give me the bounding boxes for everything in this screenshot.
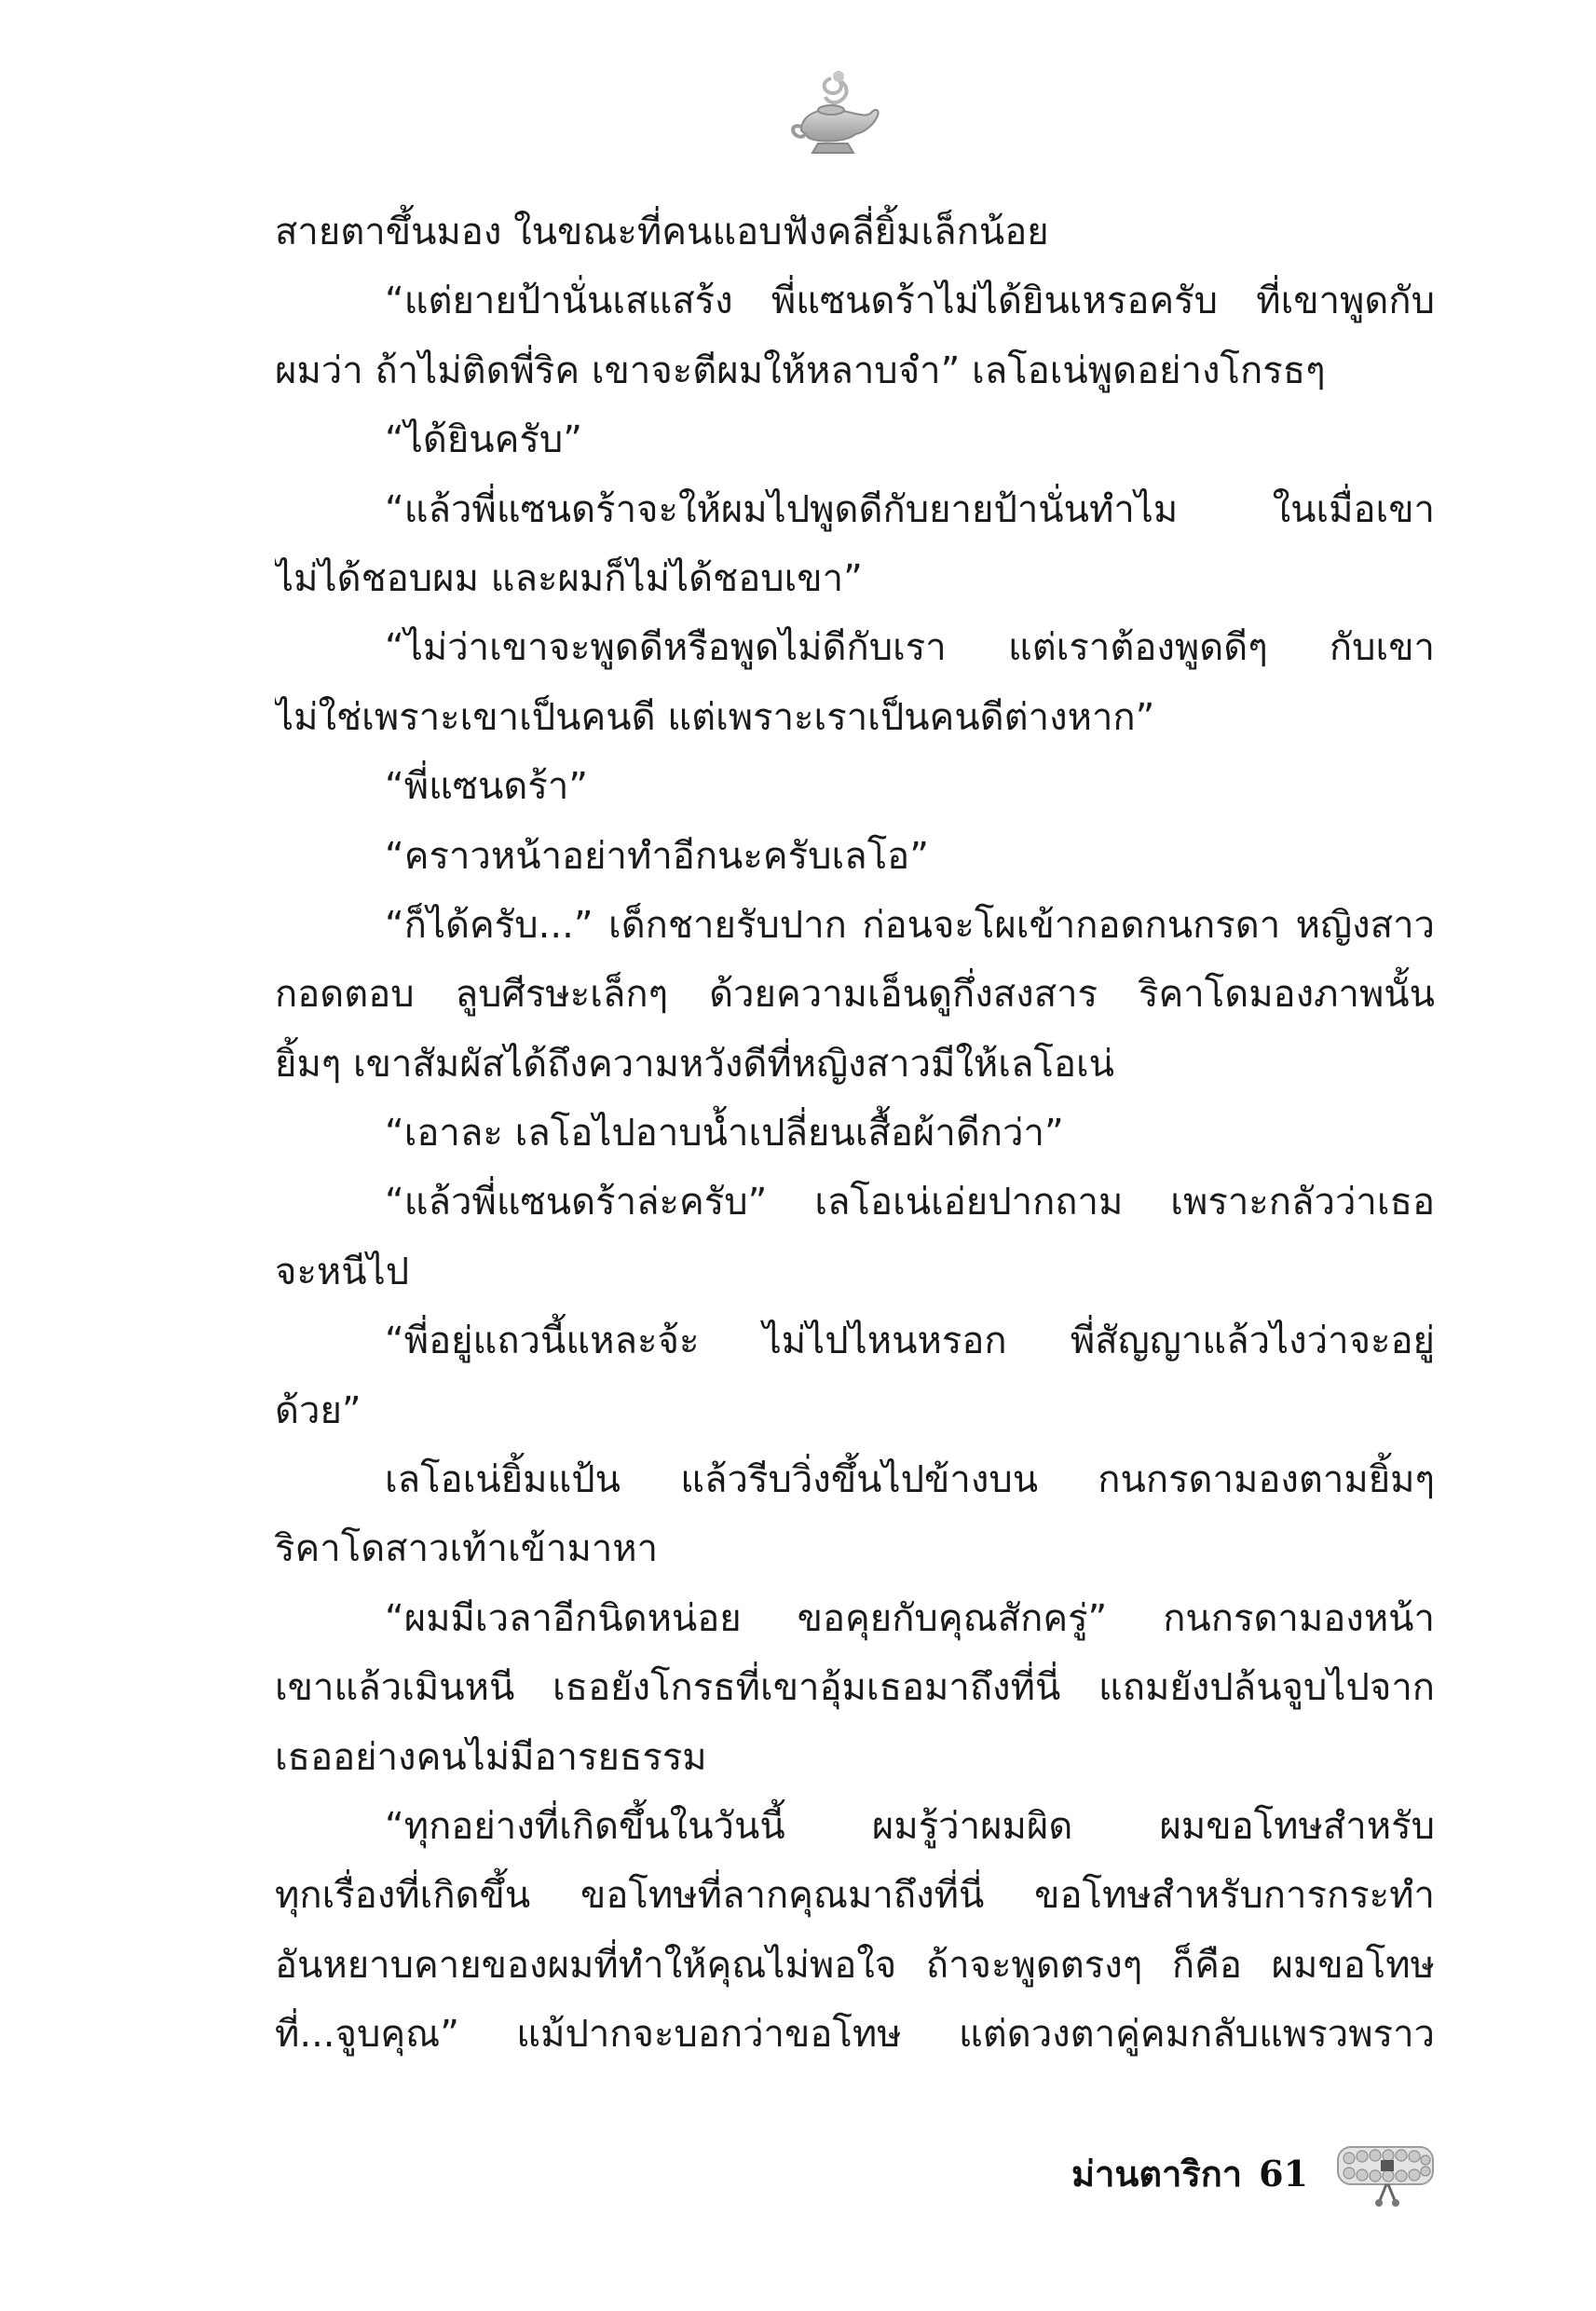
book-title: ม่านตาริกา — [1071, 2152, 1243, 2195]
text-line: เขาแล้วเมินหนี เธอยังโกรธที่เขาอุ้มเธอมาถึงที่นี่ แถมยังปล้นจูบไปจาก — [275, 1666, 1435, 1710]
text-line: จะหนีไป — [275, 1250, 410, 1293]
text-line: “แต่ยายป้านั่นเสแสร้ง พี่แซนดร้าไม่ได้ยินเหรอครับ ที่เขาพูดกับ — [385, 280, 1435, 323]
text-line: เลโอเน่ยิ้มแป้น แล้วรีบวิ่งขึ้นไปข้างบน กนกรดามองตามยิ้มๆ — [385, 1458, 1435, 1502]
text-line: “พี่แซนดร้า” — [385, 765, 589, 809]
text-line: ริคาโดสาวเท้าเข้ามาหา — [275, 1527, 659, 1571]
body-text — [275, 198, 1435, 2070]
text-line: “ทุกอย่างที่เกิดขึ้นในวันนี้ ผมรู้ว่าผมผิด ผมขอโทษสำหรับ — [385, 1804, 1435, 1848]
text-line: ทุกเรื่องที่เกิดขึ้น ขอโทษที่ลากคุณมาถึงที่นี่ ขอโทษสำหรับการกระทำ — [275, 1874, 1435, 1918]
text-line: ยิ้มๆ เขาสัมผัสได้ถึงความหวังดีที่หญิงสาวมีให้เลโอเน่ — [275, 1042, 1114, 1086]
text-line: “เอาละ เลโอไปอาบน้ำเปลี่ยนเสื้อผ้าดีกว่า” — [385, 1112, 1064, 1156]
text-line: “พี่อยู่แถวนี้แหละจ้ะ ไม่ไปไหนหรอก พี่สัญญาแล้วไงว่าจะอยู่ — [385, 1320, 1435, 1363]
text-line: “ไม่ว่าเขาจะพูดดีหรือพูดไม่ดีกับเรา แต่เราต้องพูดดีๆ กับเขา — [385, 626, 1435, 670]
page-footer — [1071, 2136, 1437, 2210]
text-line: ผมว่า ถ้าไม่ติดพี่ริค เขาจะตีผมให้หลาบจำ” เลโอเน่พูดอย่างโกรธๆ — [275, 349, 1326, 392]
text-line: “ได้ยินครับ” — [385, 418, 582, 462]
text-line: “แล้วพี่แซนดร้าจะให้ผมไปพูดดีกับยายป้านั่นทำไม ในเมื่อเขา — [385, 487, 1435, 531]
text-line: อันหยาบคายของผมที่ทำให้คุณไม่พอใจ ถ้าจะพูดตรงๆ ก็คือ ผมขอโทษ — [275, 1943, 1435, 1987]
text-line: “คราวหน้าอย่าทำอีกนะครับเลโอ” — [385, 834, 929, 878]
text-line: ไม่ได้ชอบผม และผมก็ไม่ได้ชอบเขา” — [275, 556, 863, 600]
beaded-bracelet-icon — [1334, 2138, 1437, 2208]
text-line: ด้วย” — [275, 1388, 361, 1432]
genie-lamp-icon — [783, 65, 885, 168]
text-line: “ผมมีเวลาอีกนิดหน่อย ขอคุยกับคุณสักครู่” กนกรดามองหน้า — [385, 1596, 1435, 1640]
text-line: เธออย่างคนไม่มีอารยธรรม — [275, 1735, 707, 1779]
page-number: 61 — [1259, 2152, 1309, 2195]
text-line: “แล้วพี่แซนดร้าล่ะครับ” เลโอเน่เอ่ยปากถาม เพราะกลัวว่าเธอ — [385, 1181, 1435, 1224]
text-line: สายตาขึ้นมอง ในขณะที่คนแอบฟังคลี่ยิ้มเล็กน้อย — [275, 211, 1049, 253]
text-line: ที่...จูบคุณ” แม้ปากจะบอกว่าขอโทษ แต่ดวงตาคู่คมกลับแพรวพราว — [275, 2013, 1435, 2057]
text-line: ไม่ใช่เพราะเขาเป็นคนดี แต่เพราะเราเป็นคนดีต่างหาก” — [275, 695, 1155, 739]
text-line: “ก็ได้ครับ...” เด็กชายรับปาก ก่อนจะโผเข้ากอดกนกรดา หญิงสาว — [385, 903, 1435, 947]
text-line: กอดตอบ ลูบศีรษะเล็กๆ ด้วยความเอ็นดูกึ่งสงสาร ริคาโดมองภาพนั้น — [275, 973, 1435, 1017]
